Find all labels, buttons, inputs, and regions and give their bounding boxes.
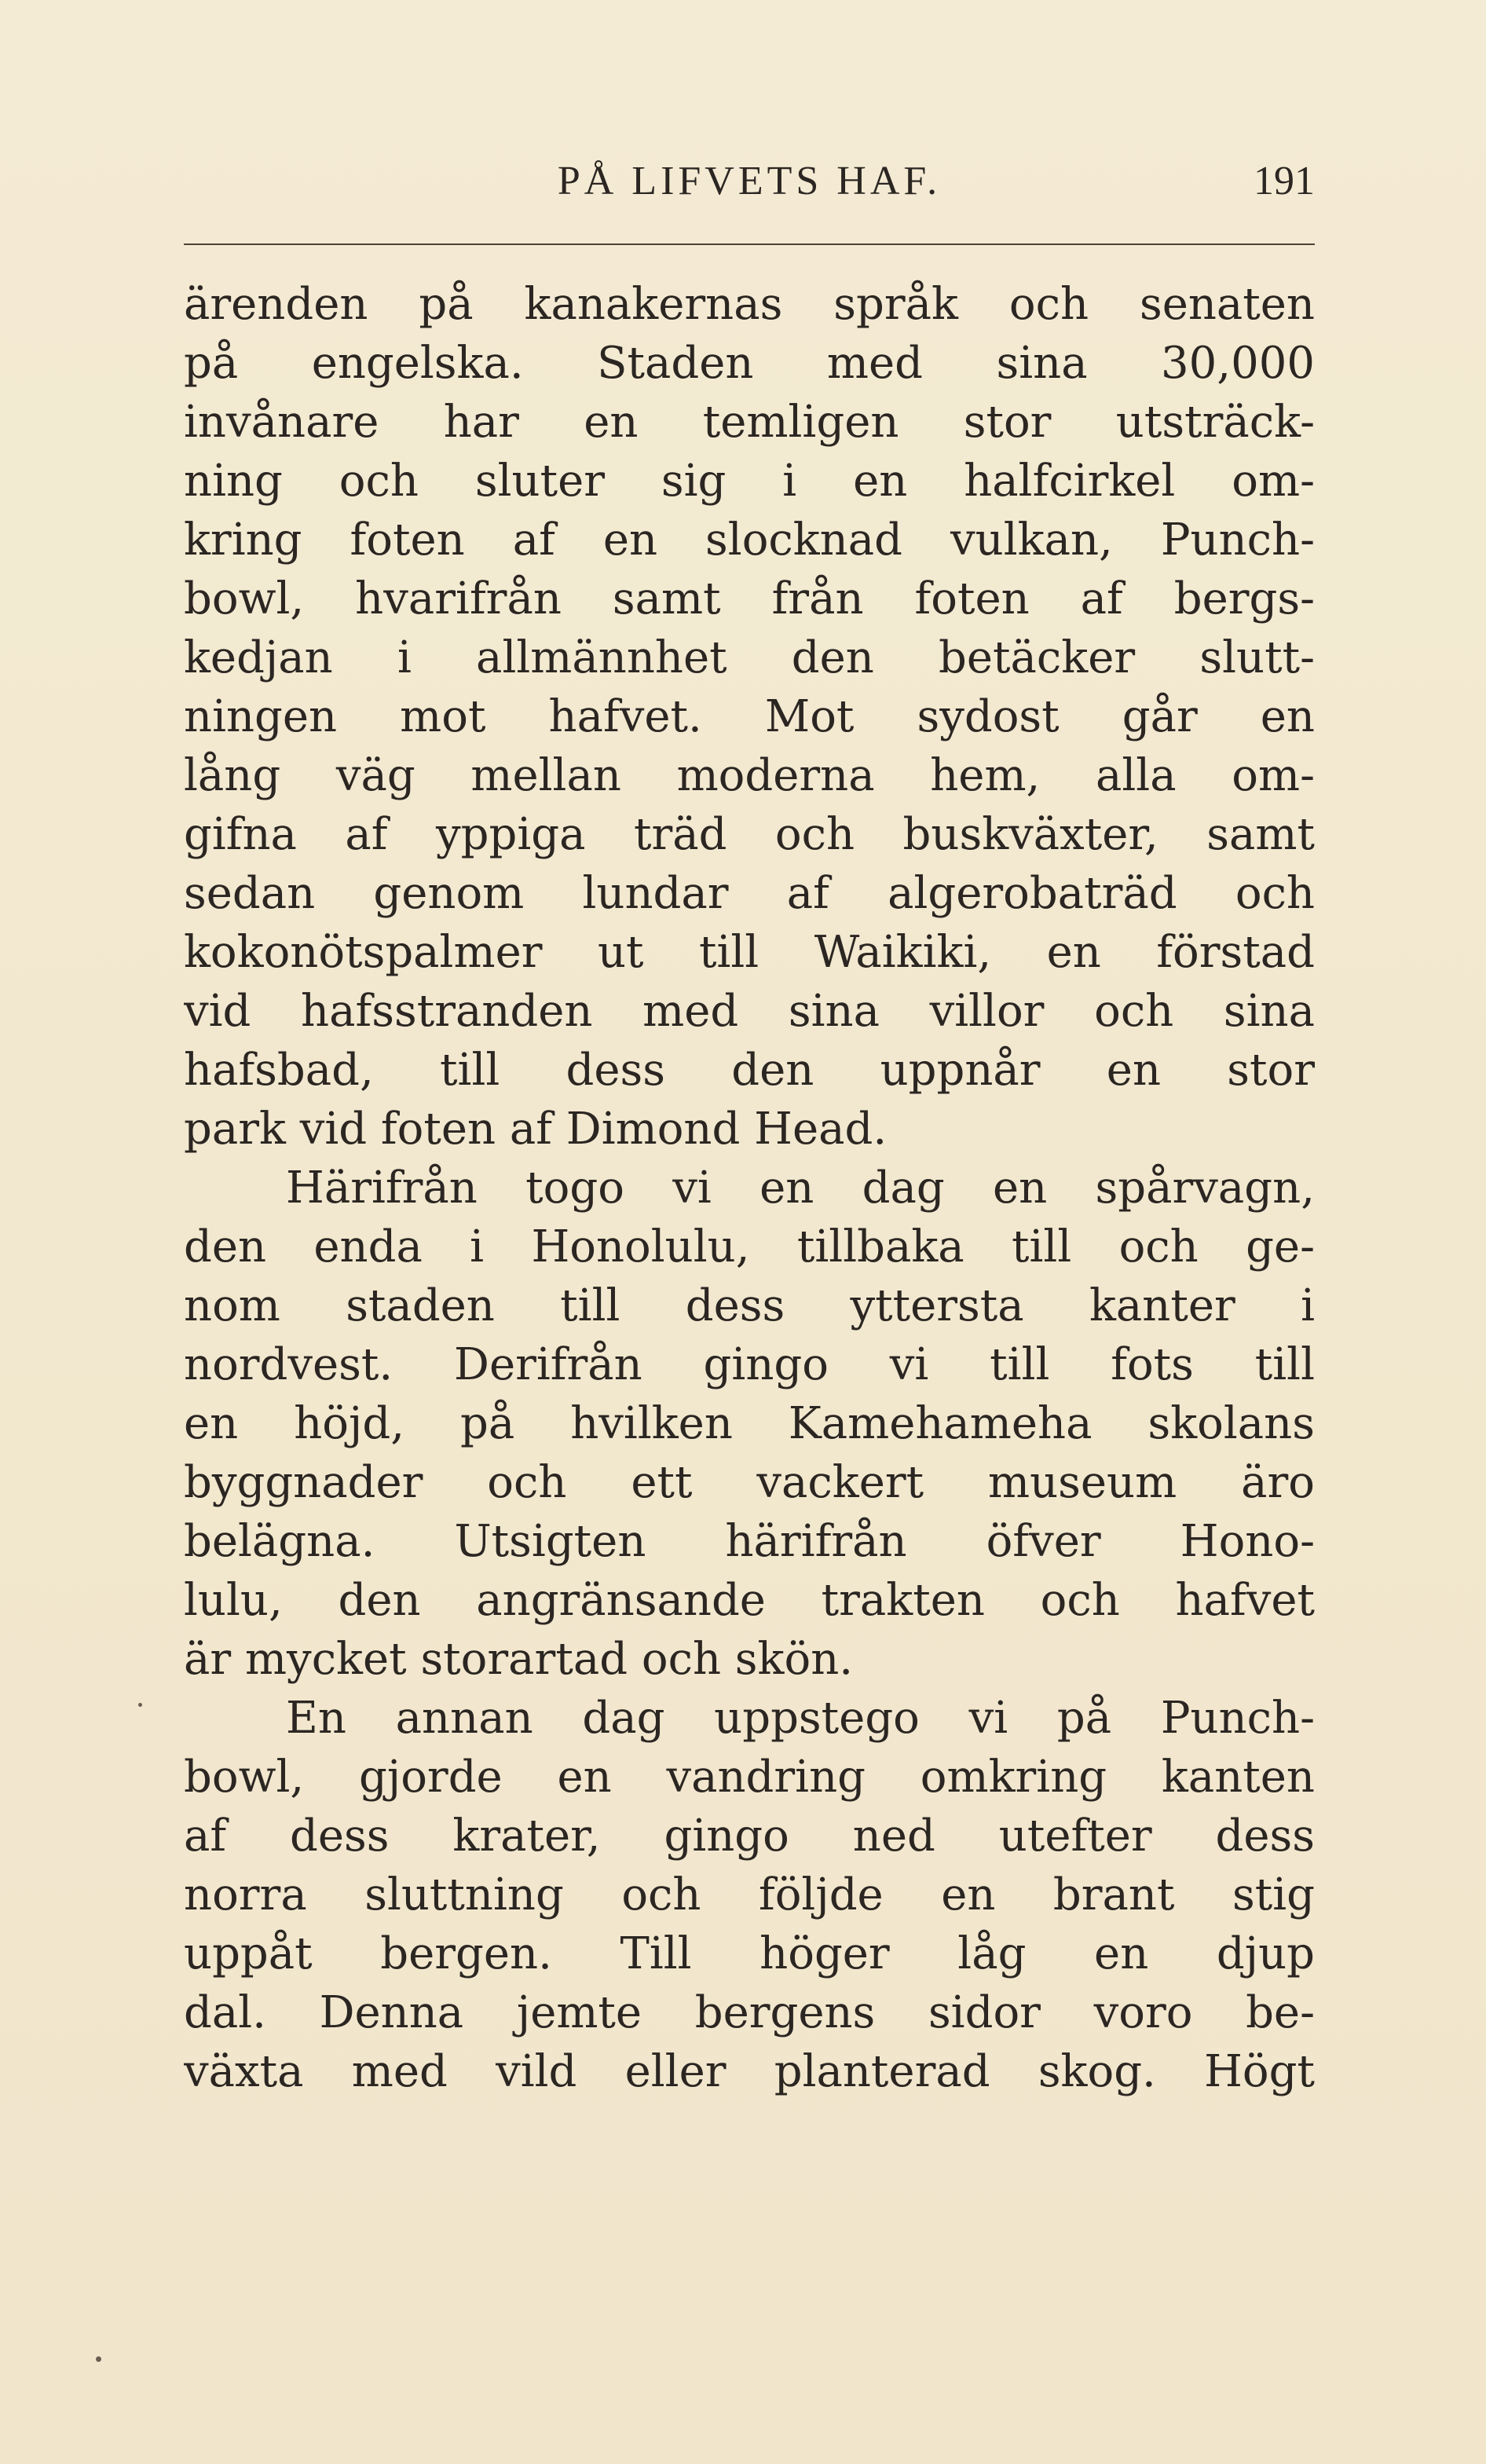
page-number: 191	[1254, 159, 1315, 203]
text-line: den enda i Honolulu, tillbaka till och ge-	[184, 1221, 1315, 1272]
text-line: ning och sluter sig i en halfcirkel om-	[184, 456, 1315, 507]
text-line: byggnader och ett vackert museum äro	[184, 1457, 1315, 1508]
text-line: uppåt bergen. Till höger låg en djup	[184, 1928, 1315, 1979]
running-head-title: PÅ LIFVETS HAF.	[557, 159, 942, 203]
text-line: nordvest. Derifrån gingo vi till fots till	[184, 1339, 1315, 1390]
text-line: en höjd, på hvilken Kamehameha skolans	[184, 1398, 1315, 1449]
text-line: belägna. Utsigten härifrån öfver Hono-	[184, 1516, 1315, 1567]
text-line: bowl, hvarifrån samt från foten af bergs-	[184, 573, 1315, 624]
text-line: växta med vild eller planterad skog. Högt	[184, 2046, 1315, 2097]
running-head	[184, 154, 1315, 209]
text-line: vid hafsstranden med sina villor och sina	[184, 986, 1315, 1037]
text-line: kring foten af en slocknad vulkan, Punch-	[184, 514, 1315, 566]
text-line: ningen mot hafvet. Mot sydost går en	[184, 691, 1315, 742]
text-line: ärenden på kanakernas språk och senaten	[184, 279, 1315, 330]
text-line: lång väg mellan moderna hem, alla om-	[184, 750, 1315, 801]
text-line: kokonötspalmer ut till Waikiki, en förstad	[184, 927, 1315, 978]
text-line: norra sluttning och följde en brant stig	[184, 1869, 1315, 1920]
text-line: hafsbad, till dess den uppnår en stor	[184, 1045, 1315, 1096]
text-line: gifna af yppiga träd och buskväxter, samt	[184, 809, 1315, 860]
text-line: är mycket storartad och skön.	[184, 1634, 854, 1685]
text-line: En annan dag uppstego vi på Punch-	[286, 1693, 1315, 1744]
text-line: invånare har en temligen stor utsträck-	[184, 397, 1315, 448]
text-line: sedan genom lundar af algerobaträd och	[184, 868, 1315, 919]
text-line: Härifrån togo vi en dag en spårvagn,	[286, 1162, 1315, 1214]
text-line: kedjan i allmännhet den betäcker slutt-	[184, 632, 1315, 683]
header-rule	[184, 243, 1315, 245]
text-line: park vid foten af Dimond Head.	[184, 1104, 888, 1155]
text-line: af dess krater, gingo ned utefter dess	[184, 1810, 1315, 1862]
text-line: lulu, den angränsande trakten och hafvet	[184, 1575, 1315, 1626]
text-line: bowl, gjorde en vandring omkring kanten	[184, 1752, 1315, 1803]
body-text	[184, 275, 1315, 2101]
text-line: nom staden till dess yttersta kanter i	[184, 1280, 1315, 1331]
text-line: dal. Denna jemte bergens sidor voro be-	[184, 1987, 1315, 2038]
paper-speck	[96, 2356, 101, 2362]
paper-speck	[138, 1703, 142, 1707]
text-line: på engelska. Staden med sina 30,000	[184, 338, 1315, 389]
